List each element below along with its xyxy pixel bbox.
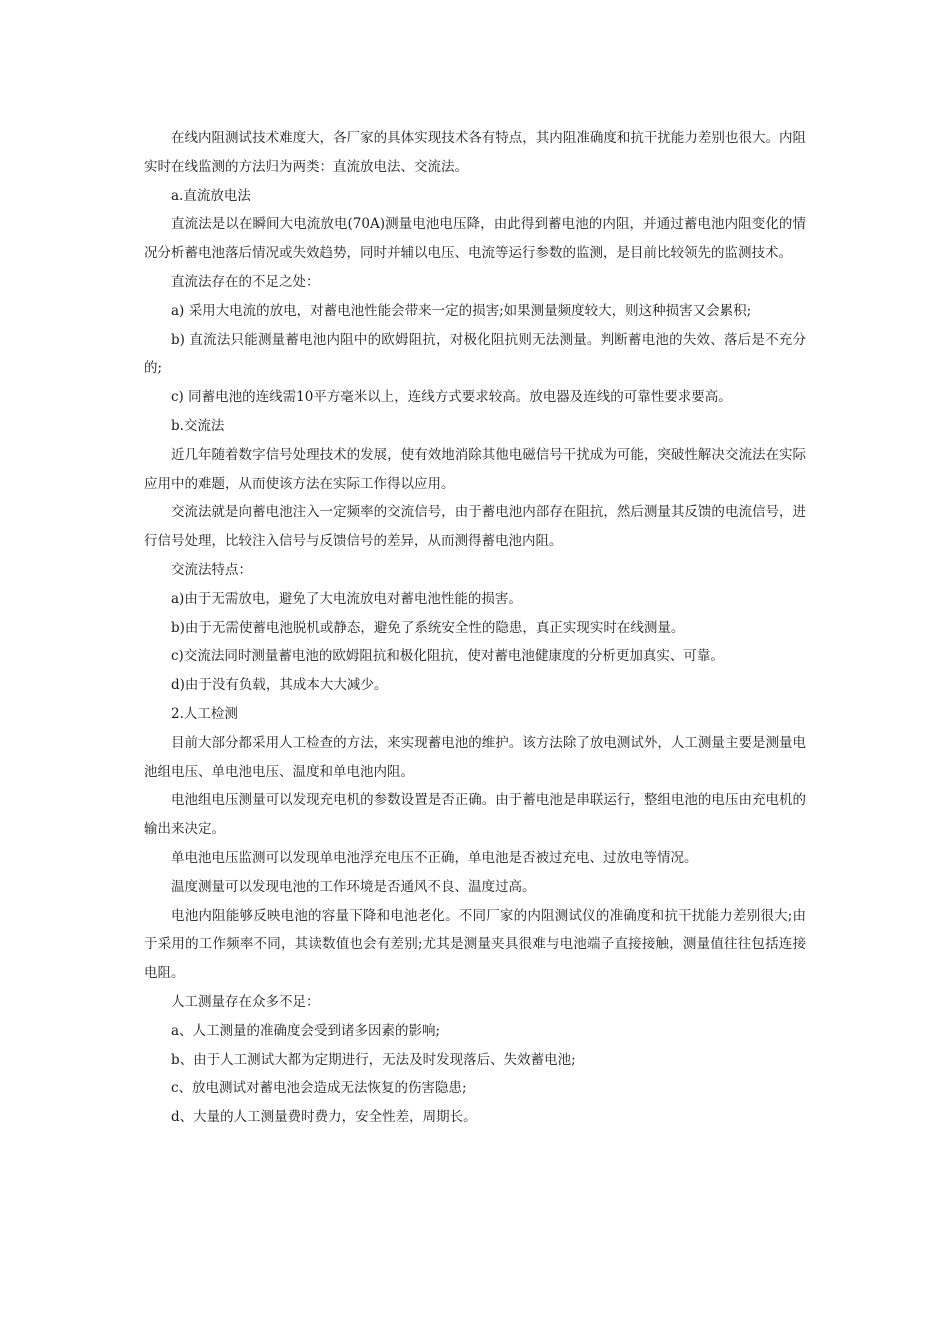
list-item-ac-b: b)由于无需使蓄电池脱机或静态，避免了系统安全性的隐患，真正实现实时在线测量。 <box>171 619 685 636</box>
heading-manual-shortcomings: 人工测量存在众多不足： <box>171 993 320 1010</box>
list-item-dc-c: c) 同蓄电池的连线需10平方毫米以上，连线方式要求较高。放电器及连线的可靠性要求要高。 <box>171 389 732 406</box>
paragraph-cell-voltage: 单电池电压监测可以发现单电池浮充电压不正确，单电池是否被过充电、过放电等情况。 <box>171 849 698 866</box>
heading-dc-shortcomings: 直流法存在的不足之处： <box>171 273 320 290</box>
list-item-manual-a: a、人工测量的准确度会受到诸多因素的影响; <box>171 1022 441 1039</box>
heading-ac-features: 交流法特点： <box>171 561 252 578</box>
paragraph-pack-voltage: 电池组电压测量可以发现充电机的参数设置是否正确。由于蓄电池是串联运行，整组电池的电压由充电机的输出来决定。 <box>144 792 806 838</box>
list-item-dc-a: a) 采用大电流的放电，对蓄电池性能会带来一定的损害;如果测量频度较大，则这种损害又会累积; <box>171 302 752 319</box>
paragraph-dc-method: 直流法是以在瞬间大电流放电(70A)测量电池电压降，由此得到蓄电池的内阻，并通过蓄电池内阻变化的情况分析蓄电池落后情况或失效趋势，同时并辅以电压、电流等运行参数的监测，是目前比较领先的监测技术。 <box>144 216 806 262</box>
paragraph-temperature: 温度测量可以发现电池的工作环境是否通风不良、温度过高。 <box>171 878 536 895</box>
document-body <box>144 124 806 1132</box>
list-item-ac-a: a)由于无需放电，避免了大电流放电对蓄电池性能的损害。 <box>171 590 522 607</box>
list-item-manual-c: c、放电测试对蓄电池会造成无法恢复的伤害隐患; <box>171 1080 467 1097</box>
list-item-ac-c: c)交流法同时测量蓄电池的欧姆阻抗和极化阻抗，使对蓄电池健康度的分析更加真实、可靠。 <box>171 648 724 665</box>
heading-dc-discharge: a.直流放电法 <box>171 187 251 204</box>
list-item-ac-d: d)由于没有负载，其成本大大减少。 <box>171 677 388 694</box>
list-item-manual-d: d、大量的人工测量费时费力，安全性差，周期长。 <box>171 1109 477 1126</box>
heading-manual-inspection: 2.人工检测 <box>171 705 238 722</box>
paragraph-ac-principle: 交流法就是向蓄电池注入一定频率的交流信号，由于蓄电池内部存在阻抗，然后测量其反馈的电流信号，进行信号处理，比较注入信号与反馈信号的差异，从而测得蓄电池内阻。 <box>144 504 806 550</box>
heading-ac-method: b.交流法 <box>171 417 225 434</box>
paragraph-intro: 在线内阻测试技术难度大，各厂家的具体实现技术各有特点，其内阻准确度和抗干扰能力差别也很大。内阻实时在线监测的方法归为两类：直流放电法、交流法。 <box>144 130 806 175</box>
list-item-dc-b: b) 直流法只能测量蓄电池内阻中的欧姆阻抗，对极化阻抗则无法测量。判断蓄电池的失效、落后是不充分的; <box>144 331 806 377</box>
paragraph-manual-overview: 目前大部分都采用人工检查的方法，来实现蓄电池的维护。该方法除了放电测试外，人工测量主要是测量电池组电压、单电池电压、温度和单电池内阻。 <box>144 734 806 780</box>
list-item-manual-b: b、由于人工测试大都为定期进行，无法及时发现落后、失效蓄电池; <box>171 1051 576 1068</box>
paragraph-internal-resistance: 电池内阻能够反映电池的容量下降和电池老化。不同厂家的内阻测试仪的准确度和抗干扰能力差别很大;由于采用的工作频率不同，其读数值也会有差别;尤其是测量夹具很难与电池端子直接接触，测量值往往包括连接电阻。 <box>144 907 806 982</box>
paragraph-ac-background: 近几年随着数字信号处理技术的发展，使有效地消除其他电磁信号干扰成为可能，突破性解决交流法在实际应用中的难题，从而使该方法在实际工作得以应用。 <box>144 446 806 492</box>
